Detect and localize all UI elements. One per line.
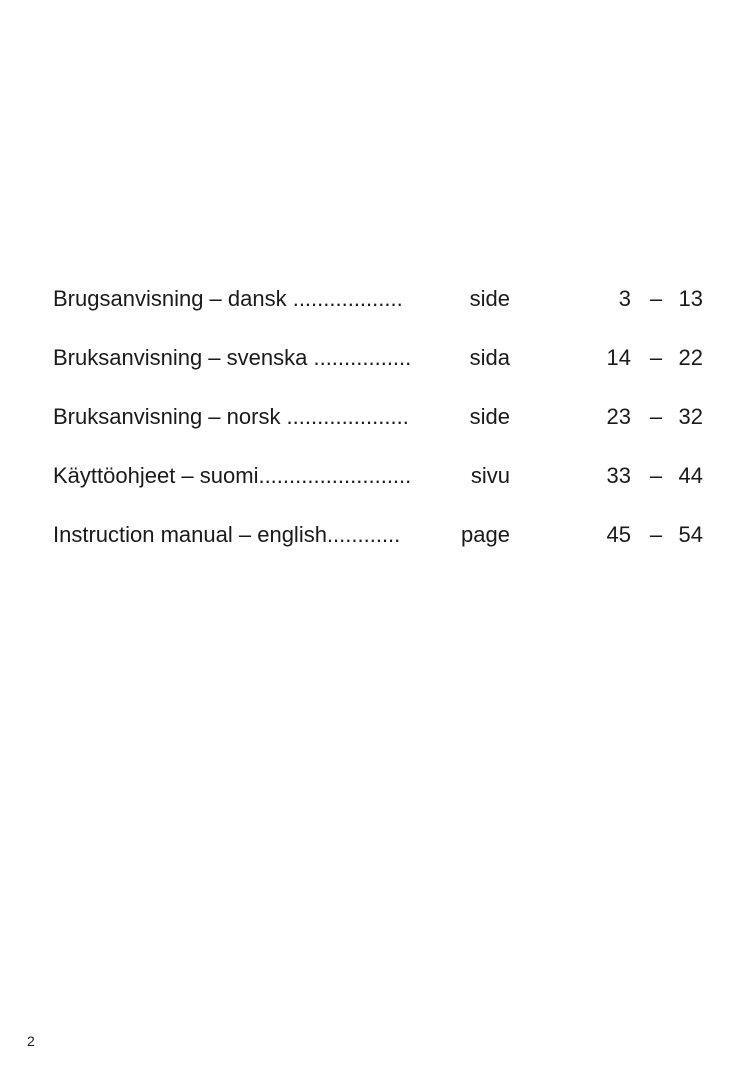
toc-entry-finnish[interactable] — [53, 459, 703, 518]
toc-entry-page-to: 54 — [678, 522, 703, 547]
toc-entry-swedish[interactable] — [53, 341, 703, 400]
toc-entry-title: Brugsanvisning – dansk .................. — [53, 286, 403, 311]
toc-entry-page-to: 44 — [678, 463, 703, 488]
page-number: 2 — [27, 1033, 35, 1049]
toc-entry-title: Instruction manual – english............ — [53, 522, 401, 547]
toc-entry-page-to: 32 — [678, 404, 703, 429]
toc-entry-english[interactable] — [53, 518, 703, 577]
toc-entry-page-from: 33 — [606, 463, 631, 488]
toc-entry-page-word: page — [453, 518, 510, 552]
toc-entry-danish[interactable] — [53, 282, 703, 341]
toc-entry-norwegian[interactable] — [53, 400, 703, 459]
toc-entry-page-word: side — [453, 282, 510, 316]
toc-entry-page-from: 23 — [606, 404, 631, 429]
toc-entry-page-word: side — [453, 400, 510, 434]
toc-entry-page-from: 3 — [618, 286, 631, 311]
toc-entry-title: Bruksanvisning – norsk .................... — [53, 404, 409, 429]
toc-entry-page-from: 45 — [606, 522, 631, 547]
toc-entry-range-dash: – — [649, 463, 663, 488]
toc-entry-range-dash: – — [649, 286, 663, 311]
toc-entry-title: Käyttöohjeet – suomi......................... — [53, 463, 412, 488]
toc-entry-range-dash: – — [649, 404, 663, 429]
toc-entry-page-word: sivu — [453, 459, 510, 493]
toc-entry-range-dash: – — [649, 345, 663, 370]
toc-entry-title: Bruksanvisning – svenska ................ — [53, 345, 412, 370]
toc-entry-range-dash: – — [649, 522, 663, 547]
toc-entry-page-word: sida — [453, 341, 510, 375]
toc-entry-page-to: 22 — [678, 345, 703, 370]
toc-entry-page-from: 14 — [606, 345, 631, 370]
table-of-contents — [53, 282, 703, 577]
toc-entry-page-to: 13 — [678, 286, 703, 311]
